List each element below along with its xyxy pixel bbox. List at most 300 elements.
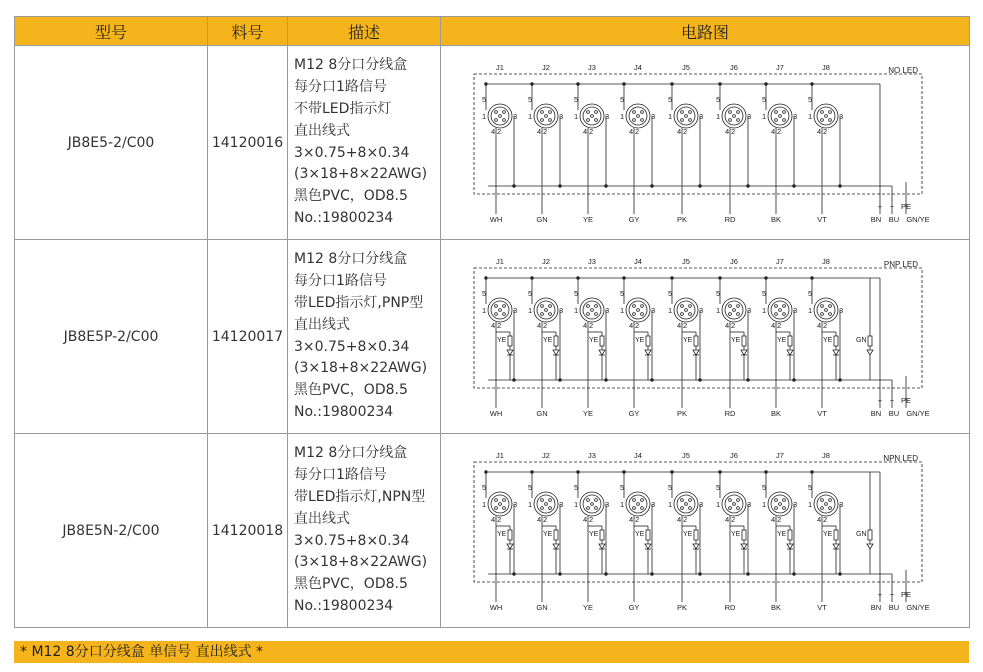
led-diode <box>553 350 559 355</box>
pin-label: 4 <box>583 515 588 524</box>
resistor <box>694 530 698 540</box>
pin-dot <box>549 305 552 308</box>
resistor <box>646 336 650 346</box>
enclosure-outline <box>474 74 922 194</box>
power-sign: − <box>889 396 895 405</box>
wire-color-label: RD <box>724 409 736 418</box>
pin-label: 2 <box>543 515 548 524</box>
circuit-diagram <box>466 452 966 614</box>
m12-connector <box>488 298 512 322</box>
led-diode <box>645 350 651 355</box>
circuit-type-label: PNP LED <box>883 260 918 269</box>
resistor <box>834 336 838 346</box>
led-label: YE <box>543 531 553 538</box>
pin-dot <box>689 111 692 114</box>
pin-dot <box>595 313 598 316</box>
resistor <box>600 530 604 540</box>
led-diode <box>507 544 513 549</box>
wire-color-label: PK <box>676 215 688 224</box>
pin-label: 4 <box>677 127 682 136</box>
junction-dot <box>811 471 814 474</box>
junction-dot <box>485 277 488 280</box>
pin-label: 5 <box>574 289 579 298</box>
m12-connector <box>534 298 558 322</box>
m12-connector-inner <box>725 301 743 319</box>
junction-dot <box>719 277 722 280</box>
pin-dot <box>545 115 548 118</box>
power-sign: PE <box>900 396 912 405</box>
power-sign: + <box>877 396 883 405</box>
circuit-svg <box>466 64 966 226</box>
wire-color-label: GY <box>628 603 640 612</box>
pin-label: 2 <box>635 321 640 330</box>
pin-label: 4 <box>537 127 542 136</box>
pin-label: 5 <box>762 289 767 298</box>
pin-dot <box>689 305 692 308</box>
pin-dot <box>549 499 552 502</box>
pin-label: 4 <box>771 321 776 330</box>
pin-dot <box>541 507 544 510</box>
port-label: J4 <box>634 64 642 72</box>
pin-dot <box>595 305 598 308</box>
pin-label: 2 <box>823 321 828 330</box>
pin-label: 5 <box>762 483 767 492</box>
pin-label: 3 <box>559 112 564 121</box>
pin-dot <box>587 313 590 316</box>
pin-label: 1 <box>482 500 487 509</box>
pin-dot <box>641 119 644 122</box>
wire-color-label: WH <box>489 215 503 224</box>
pin-label: 1 <box>668 500 673 509</box>
port-label: J6 <box>730 64 738 72</box>
desc-line: 带LED指示灯,PNP型 <box>294 294 424 311</box>
led-label: YE <box>777 531 787 538</box>
pin-label: 2 <box>777 515 782 524</box>
pin-label: 1 <box>808 500 813 509</box>
led-label: YE <box>589 337 599 344</box>
pin-label: 5 <box>668 289 673 298</box>
led-label: YE <box>823 531 833 538</box>
m12-connector-inner <box>537 107 555 125</box>
pin-label: 4 <box>491 515 496 524</box>
pin-label: 5 <box>620 289 625 298</box>
circuit-cell <box>441 46 970 240</box>
description-cell <box>288 46 441 240</box>
power-sign: − <box>889 590 895 599</box>
resistor <box>742 336 746 346</box>
port-label: J4 <box>634 452 642 460</box>
junction-dot <box>811 83 814 86</box>
enclosure-outline <box>474 462 922 582</box>
pin-label: 5 <box>762 95 767 104</box>
description-cell <box>288 434 441 628</box>
desc-line: 每分口1路信号 <box>294 273 387 290</box>
pin-label: 1 <box>482 306 487 315</box>
desc-line: 带LED指示灯,NPN型 <box>294 488 426 505</box>
wire-color-label: WH <box>489 603 503 612</box>
pin-label: 1 <box>668 306 673 315</box>
pin-label: 3 <box>839 112 844 121</box>
pin-label: 5 <box>528 95 533 104</box>
pin-dot <box>633 305 636 308</box>
pin-dot <box>633 507 636 510</box>
header-part: 料号 <box>208 17 288 46</box>
circuit-svg <box>466 258 966 420</box>
pin-label: 4 <box>725 515 730 524</box>
pin-dot <box>729 499 732 502</box>
power-wire-label: BU <box>888 409 900 418</box>
m12-connector-inner <box>583 107 601 125</box>
pin-dot <box>495 305 498 308</box>
led-diode <box>867 350 873 355</box>
circuit-type-label: NO LED <box>888 66 918 75</box>
circuit-svg <box>466 452 966 614</box>
power-led-label: GN <box>856 531 867 538</box>
power-sign: − <box>889 202 895 211</box>
pin-label: 4 <box>583 321 588 330</box>
junction-dot <box>793 573 796 576</box>
pin-dot <box>829 313 832 316</box>
pin-dot <box>499 115 502 118</box>
pin-dot <box>681 499 684 502</box>
port-label: J6 <box>730 452 738 460</box>
junction-dot <box>623 277 626 280</box>
desc-line: 直出线式 <box>294 122 350 139</box>
m12-connector <box>580 104 604 128</box>
resistor <box>646 530 650 540</box>
pin-dot <box>549 111 552 114</box>
pin-label: 3 <box>651 500 656 509</box>
pin-label: 4 <box>771 515 776 524</box>
pin-dot <box>633 119 636 122</box>
wire-color-label: RD <box>724 603 736 612</box>
resistor <box>554 530 558 540</box>
pin-label: 2 <box>497 127 502 136</box>
circuit-cell <box>441 240 970 434</box>
pin-label: 3 <box>559 306 564 315</box>
led-diode <box>507 350 513 355</box>
m12-connector <box>534 104 558 128</box>
junction-dot <box>719 83 722 86</box>
pin-dot <box>775 305 778 308</box>
pin-label: 2 <box>731 515 736 524</box>
pin-label: 1 <box>716 112 721 121</box>
resistor <box>554 336 558 346</box>
pin-label: 3 <box>747 306 752 315</box>
pin-label: 4 <box>629 321 634 330</box>
circuit-diagram <box>466 64 966 226</box>
desc-line: 3×0.75+8×0.34 <box>294 338 410 355</box>
wire-color-label: BK <box>770 603 782 612</box>
desc-line: 每分口1路信号 <box>294 79 387 96</box>
port-label: J2 <box>542 452 550 460</box>
junction-dot <box>559 379 562 382</box>
power-led-label: GN <box>856 337 867 344</box>
pin-label: 4 <box>677 515 682 524</box>
led-label: YE <box>683 531 693 538</box>
junction-dot <box>651 185 654 188</box>
pin-label: 4 <box>583 127 588 136</box>
led-diode <box>693 350 699 355</box>
pin-label: 5 <box>808 95 813 104</box>
led-label: YE <box>823 337 833 344</box>
m12-connector-inner <box>537 495 555 513</box>
desc-line: 3×0.75+8×0.34 <box>294 144 410 161</box>
pin-dot <box>681 111 684 114</box>
port-label: J2 <box>542 64 550 72</box>
m12-connector-inner <box>491 495 509 513</box>
pin-label: 4 <box>491 321 496 330</box>
pin-dot <box>825 309 828 312</box>
m12-connector <box>674 104 698 128</box>
pin-dot <box>541 119 544 122</box>
junction-dot <box>559 185 562 188</box>
pin-dot <box>541 111 544 114</box>
led-diode <box>787 544 793 549</box>
junction-dot <box>839 379 842 382</box>
pin-dot <box>737 111 740 114</box>
m12-connector <box>722 104 746 128</box>
desc-line: 不带LED指示灯 <box>294 100 392 117</box>
pin-label: 5 <box>574 95 579 104</box>
junction-dot <box>605 185 608 188</box>
pin-dot <box>737 499 740 502</box>
pin-dot <box>821 507 824 510</box>
desc-line: 黑色PVC，OD8.5 <box>294 188 408 205</box>
resistor <box>742 530 746 540</box>
pin-label: 4 <box>537 515 542 524</box>
model-cell: JB8E5-2/C00 <box>15 46 208 240</box>
pin-label: 4 <box>725 127 730 136</box>
pin-label: 5 <box>482 95 487 104</box>
pin-label: 3 <box>605 112 610 121</box>
pin-label: 3 <box>651 306 656 315</box>
pin-dot <box>595 119 598 122</box>
pin-label: 5 <box>482 483 487 492</box>
junction-dot <box>577 83 580 86</box>
port-label: J6 <box>730 258 738 266</box>
m12-connector-inner <box>583 495 601 513</box>
m12-connector <box>722 492 746 516</box>
pin-label: 3 <box>793 306 798 315</box>
m12-connector <box>814 104 838 128</box>
part-number-cell: 14120017 <box>208 240 288 434</box>
product-table <box>14 16 970 628</box>
pin-dot <box>503 507 506 510</box>
m12-connector-inner <box>817 301 835 319</box>
m12-connector-inner <box>771 301 789 319</box>
junction-dot <box>793 379 796 382</box>
description-cell <box>288 240 441 434</box>
port-label: J2 <box>542 258 550 266</box>
pin-dot <box>495 499 498 502</box>
desc-line: M12 8分口分线盒 <box>294 251 408 268</box>
junction-dot <box>699 185 702 188</box>
pin-label: 5 <box>716 483 721 492</box>
desc-line: (3×18+8×22AWG) <box>294 554 428 571</box>
diagram-group <box>474 462 922 602</box>
pin-dot <box>595 499 598 502</box>
pin-label: 1 <box>528 306 533 315</box>
wire-color-label: YE <box>582 215 594 224</box>
pin-dot <box>783 507 786 510</box>
pin-label: 4 <box>771 127 776 136</box>
pin-dot <box>633 313 636 316</box>
pin-label: 1 <box>762 306 767 315</box>
pin-label: 2 <box>683 321 688 330</box>
pin-label: 1 <box>808 112 813 121</box>
port-label: J5 <box>682 452 690 460</box>
header-circuit: 电路图 <box>441 17 970 46</box>
wire-color-label: BK <box>770 409 782 418</box>
pin-label: 1 <box>620 112 625 121</box>
resistor <box>600 336 604 346</box>
pin-dot <box>783 313 786 316</box>
pin-dot <box>641 313 644 316</box>
pin-dot <box>685 309 688 312</box>
pin-label: 5 <box>668 95 673 104</box>
header-desc: 描述 <box>288 17 441 46</box>
pin-dot <box>541 305 544 308</box>
pin-dot <box>729 111 732 114</box>
pin-dot <box>821 499 824 502</box>
m12-connector-inner <box>771 495 789 513</box>
pin-dot <box>549 507 552 510</box>
resistor <box>834 530 838 540</box>
pin-dot <box>495 507 498 510</box>
m12-connector <box>626 104 650 128</box>
wire-color-label: VT <box>817 409 827 418</box>
led-diode <box>833 350 839 355</box>
pin-label: 3 <box>747 112 752 121</box>
m12-connector-inner <box>629 495 647 513</box>
table-row <box>15 46 970 240</box>
pin-dot <box>637 503 640 506</box>
pin-label: 3 <box>839 500 844 509</box>
m12-connector <box>814 492 838 516</box>
pin-label: 2 <box>823 515 828 524</box>
m12-connector <box>768 492 792 516</box>
m12-connector <box>580 298 604 322</box>
pin-label: 3 <box>793 500 798 509</box>
desc-line: (3×18+8×22AWG) <box>294 166 428 183</box>
wire-color-label: VT <box>817 603 827 612</box>
resistor <box>788 530 792 540</box>
pin-dot <box>775 507 778 510</box>
pin-dot <box>779 503 782 506</box>
pin-dot <box>737 305 740 308</box>
desc-line: M12 8分口分线盒 <box>294 445 408 462</box>
led-diode <box>787 350 793 355</box>
pin-label: 4 <box>491 127 496 136</box>
pin-dot <box>595 111 598 114</box>
pin-dot <box>587 507 590 510</box>
pin-dot <box>591 309 594 312</box>
junction-dot <box>513 379 516 382</box>
led-label: YE <box>635 531 645 538</box>
pin-dot <box>689 313 692 316</box>
port-label: J7 <box>776 452 784 460</box>
part-number-cell: 14120016 <box>208 46 288 240</box>
power-sign: + <box>877 590 883 599</box>
m12-connector <box>580 492 604 516</box>
pin-dot <box>681 119 684 122</box>
pin-label: 2 <box>731 127 736 136</box>
port-label: J1 <box>496 258 504 266</box>
desc-line: 黑色PVC，OD8.5 <box>294 382 408 399</box>
led-diode <box>599 544 605 549</box>
junction-dot <box>747 185 750 188</box>
pin-dot <box>681 305 684 308</box>
pin-label: 3 <box>699 500 704 509</box>
desc-line: 直出线式 <box>294 316 350 333</box>
junction-dot <box>485 83 488 86</box>
pin-dot <box>495 119 498 122</box>
power-sign: + <box>877 202 883 211</box>
table-row <box>15 240 970 434</box>
junction-dot <box>699 573 702 576</box>
pin-label: 2 <box>635 127 640 136</box>
wire-color-label: GY <box>628 409 640 418</box>
junction-dot <box>765 83 768 86</box>
pin-label: 5 <box>716 95 721 104</box>
junction-dot <box>671 471 674 474</box>
m12-connector-inner <box>817 495 835 513</box>
desc-line: No.:19800234 <box>294 597 394 614</box>
pin-dot <box>737 119 740 122</box>
pin-label: 2 <box>497 515 502 524</box>
junction-dot <box>531 471 534 474</box>
wire-color-label: GN <box>536 603 548 612</box>
pin-dot <box>545 309 548 312</box>
led-label: YE <box>497 337 507 344</box>
resistor <box>508 530 512 540</box>
pin-dot <box>549 119 552 122</box>
junction-dot <box>485 471 488 474</box>
part-number-cell: 14120018 <box>208 434 288 628</box>
m12-connector-inner <box>491 301 509 319</box>
pin-label: 5 <box>528 483 533 492</box>
desc-line: 黑色PVC，OD8.5 <box>294 576 408 593</box>
pin-dot <box>685 115 688 118</box>
pin-dot <box>637 309 640 312</box>
pin-dot <box>689 499 692 502</box>
pin-label: 5 <box>620 95 625 104</box>
m12-connector <box>626 492 650 516</box>
junction-dot <box>671 83 674 86</box>
pin-dot <box>729 507 732 510</box>
pin-dot <box>729 305 732 308</box>
pin-dot <box>545 503 548 506</box>
pin-dot <box>499 309 502 312</box>
pin-dot <box>685 503 688 506</box>
pin-dot <box>733 309 736 312</box>
port-label: J7 <box>776 64 784 72</box>
pin-label: 1 <box>482 112 487 121</box>
pin-label: 1 <box>808 306 813 315</box>
m12-connector <box>626 298 650 322</box>
port-label: J4 <box>634 258 642 266</box>
wire-color-label: VT <box>817 215 827 224</box>
wire-color-label: GY <box>628 215 640 224</box>
pin-label: 5 <box>620 483 625 492</box>
junction-dot <box>623 471 626 474</box>
wire-color-label: YE <box>582 603 594 612</box>
port-label: J8 <box>822 452 830 460</box>
pin-label: 5 <box>808 483 813 492</box>
pin-dot <box>681 313 684 316</box>
pin-dot <box>503 119 506 122</box>
